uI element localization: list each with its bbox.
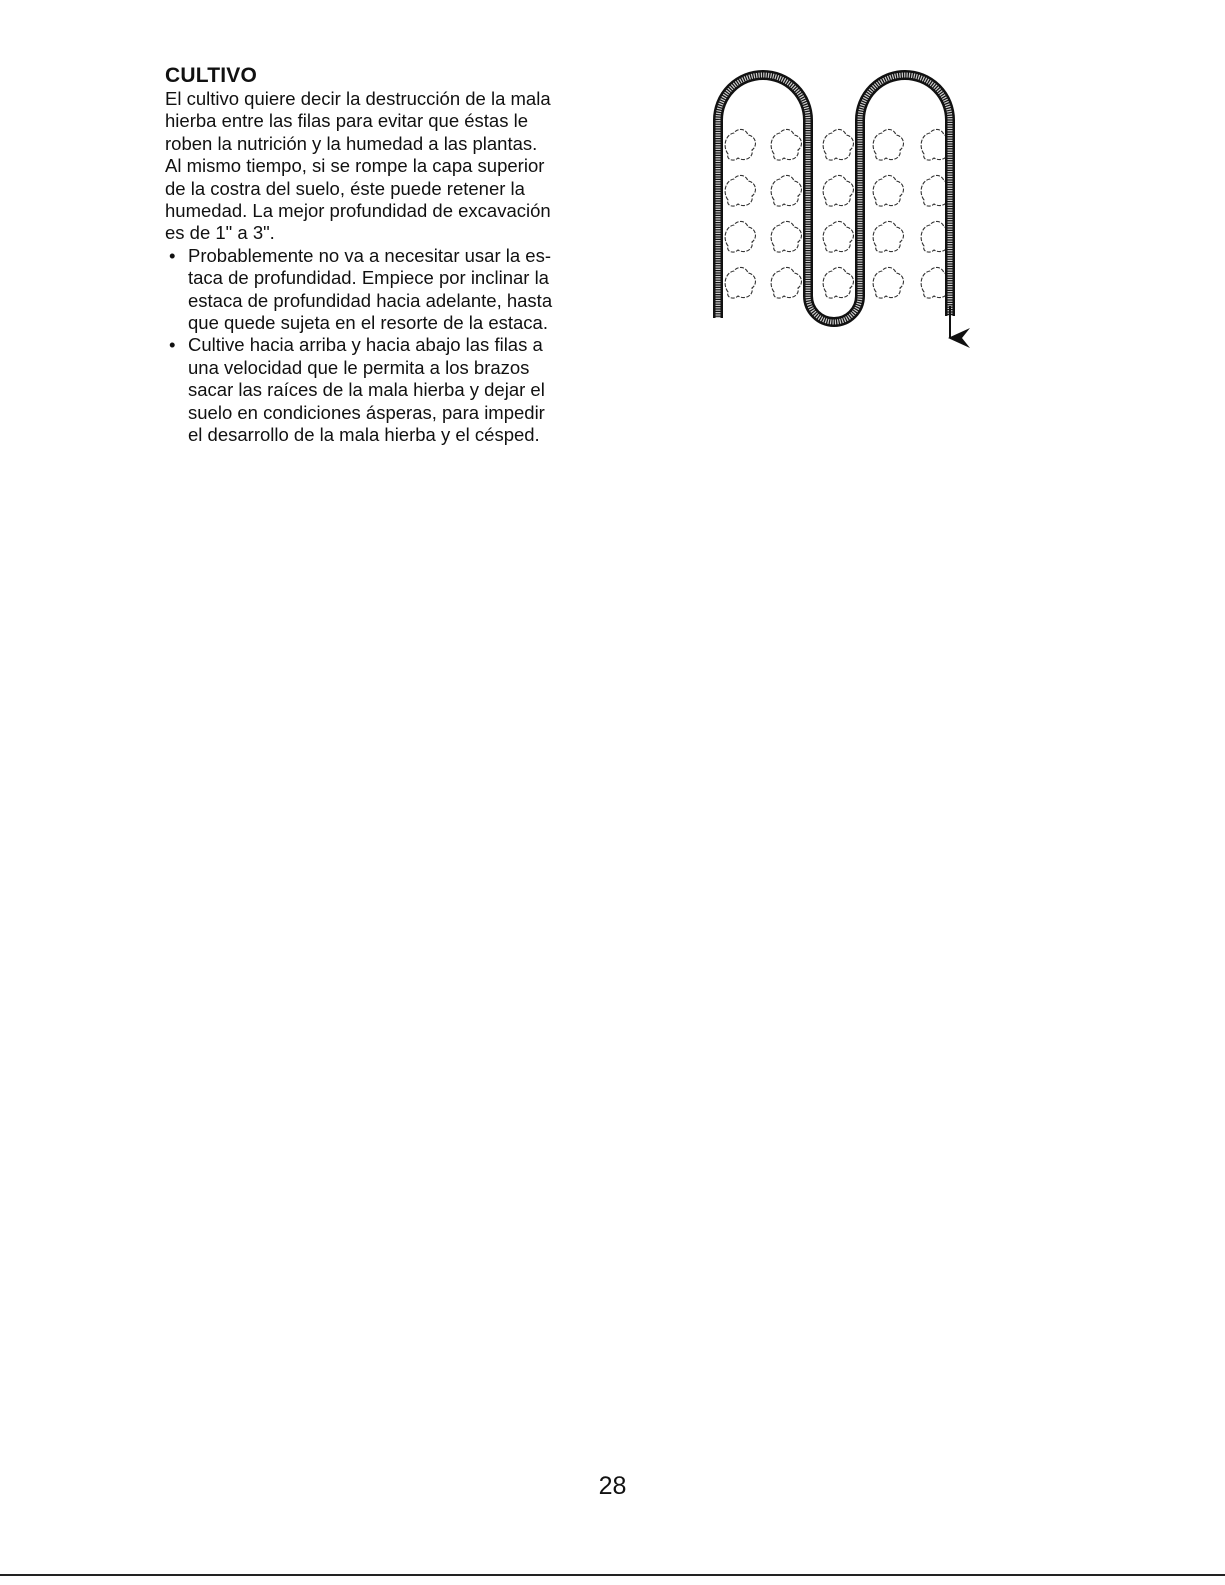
plant-clump-icon bbox=[873, 129, 903, 160]
paragraph-line: Al mismo tiempo, si se rompe la capa superior bbox=[165, 155, 545, 177]
paragraph-line: humedad. La mejor profundidad de excavación bbox=[165, 200, 551, 222]
plant-clump-icon bbox=[725, 267, 755, 298]
plant-clump-icon bbox=[771, 267, 801, 298]
bullet-line: el desarrollo de la mala hierba y el césped. bbox=[188, 424, 540, 446]
bullet-line: taca de profundidad. Empiece por inclinar la bbox=[188, 267, 549, 289]
paragraph-line: de la costra del suelo, éste puede retener la bbox=[165, 177, 525, 199]
bullet-line: una velocidad que le permita a los brazos bbox=[188, 356, 530, 378]
bottom-rule bbox=[0, 1574, 1225, 1576]
plant-clump-icon bbox=[725, 221, 755, 252]
instruction-list bbox=[165, 245, 595, 447]
bullet-marker: • bbox=[169, 334, 176, 356]
list-item bbox=[165, 245, 595, 335]
plant-clump-icon bbox=[771, 221, 801, 252]
plant-clump-icon bbox=[823, 175, 853, 206]
paragraph-line: es de 1" a 3". bbox=[165, 222, 275, 244]
bullet-line: que quede sujeta en el resorte de la estaca. bbox=[188, 312, 548, 334]
text-column bbox=[165, 64, 595, 447]
plant-clump-icon bbox=[873, 221, 903, 252]
section-title: CULTIVO bbox=[165, 64, 258, 87]
plant-clump-icon bbox=[725, 175, 755, 206]
bullet-marker: • bbox=[169, 244, 176, 266]
path-outline bbox=[718, 75, 950, 322]
plant-clump-icon bbox=[771, 175, 801, 206]
cultivation-pattern-figure bbox=[708, 68, 988, 358]
plant-clump-icon bbox=[823, 129, 853, 160]
bullet-line: Cultive hacia arriba y hacia abajo las filas a bbox=[188, 334, 543, 356]
bullet-line: estaca de profundidad hacia adelante, hasta bbox=[188, 289, 553, 311]
plant-clump-icon bbox=[873, 175, 903, 206]
plant-clump-icon bbox=[823, 221, 853, 252]
plant-clump-icon bbox=[771, 129, 801, 160]
paragraph-line: roben la nutrición y la humedad a las plantas. bbox=[165, 132, 538, 154]
bullet-line: Probablemente no va a necesitar usar la es- bbox=[188, 244, 552, 266]
serpentine-cultivation-path-icon bbox=[708, 68, 988, 358]
paragraph-line: hierba entre las filas para evitar que éstas le bbox=[165, 110, 529, 132]
paragraph-line: El cultivo quiere decir la destrucción de la mala bbox=[165, 88, 551, 109]
path-fill bbox=[718, 75, 950, 322]
bullet-line: sacar las raíces de la mala hierba y dejar el bbox=[188, 379, 545, 401]
page-number: 28 bbox=[598, 1472, 627, 1500]
plant-clump-icon bbox=[873, 267, 903, 298]
list-item bbox=[165, 334, 595, 446]
plant-clump-icon bbox=[725, 129, 755, 160]
plant-rows bbox=[725, 129, 951, 298]
plant-clump-icon bbox=[823, 267, 853, 298]
intro-paragraph bbox=[165, 88, 595, 245]
bullet-line: suelo en condiciones ásperas, para impedir bbox=[188, 401, 545, 423]
